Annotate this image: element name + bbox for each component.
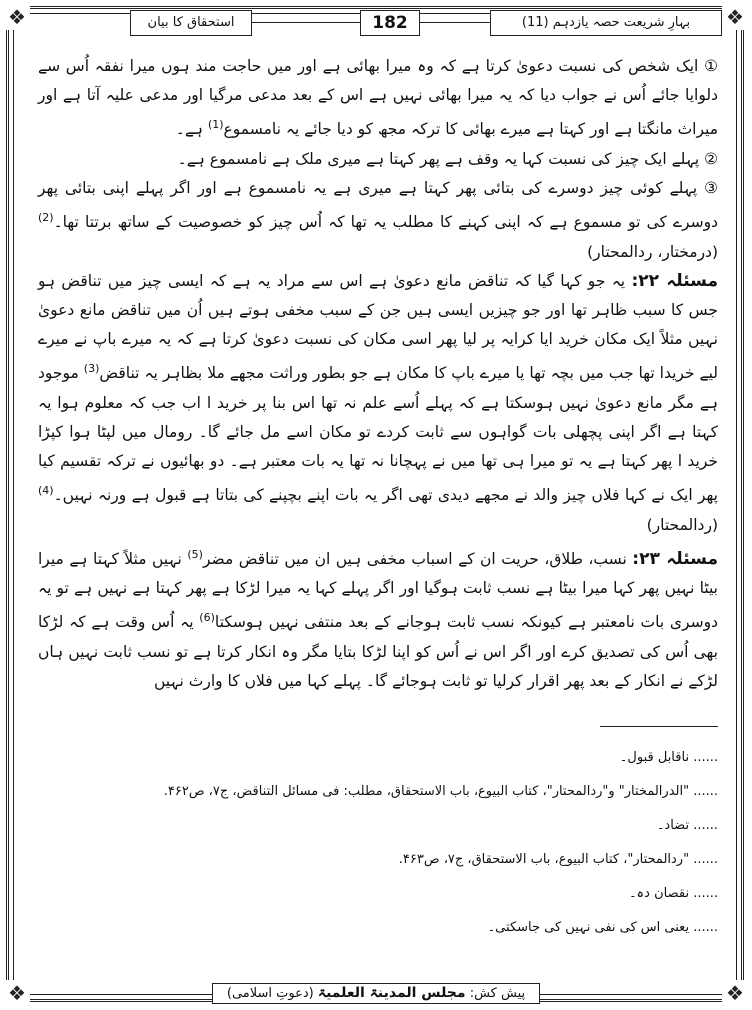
- footnote-text: ...... ناقابل قبول۔: [619, 750, 718, 765]
- footnote-ref: (3): [83, 362, 100, 376]
- footnote-ref: (4): [38, 484, 54, 498]
- main-text: [38, 52, 718, 696]
- page-footer: [0, 982, 752, 1002]
- source-citation: (ردالمحتار): [646, 515, 718, 534]
- page-number: 182: [360, 10, 420, 36]
- paragraph-tail: ہے۔: [175, 120, 208, 139]
- publisher-box: [212, 983, 540, 1004]
- masala-text: نہیں مثلاً کہتا ہے میرا بیٹا نہیں پھر کہا میرا بیٹا ہے نسب ثابت ہوگیا اور اگر پہلے کہا یہ میرا لڑکا ہے پھر کہتا ہے نہیں ہے تو یہ دوسری بات نامعتبر ہے کیونکہ نسب ثابت ہوجانے کے بعد منتفی نہیں ہوسکتا: [38, 550, 718, 632]
- masala-heading: مسئلہ ۲۲:: [631, 270, 718, 291]
- masala-text: موجود ہے مگر مانع دعویٰ نہیں ہوسکتا ہے کہ پہلے اُسے علم نہ تھا اس بنا پر خرید ا اب جب کہ معلوم ہوا یہ کہتا ہے اگر اپنی پچھلی بات گواہوں سے ثابت کردے تو مکان اسے مل جائے گا۔ رومال میں لپٹا ہوا کپڑا خرید ا پھر کہتا ہے یہ تو میرا ہی تھا میں نے پہچانا نہ تھا یہ بات معتبر ہے۔ دو بھائیوں نے ترکہ تقسیم کیا پھر ایک نے کہا فلاں چیز والد نے مجھے دیدی تھی اگر یہ بات اپنے بچپنے کی بتاتا ہے قبول ہے ورنہ نہیں۔: [38, 364, 718, 505]
- source-citation: (درمختار، ردالمحتار): [587, 242, 718, 261]
- paragraph: [38, 174, 718, 267]
- paragraph: [38, 145, 718, 174]
- masala-23: [38, 540, 718, 696]
- footnote: [60, 748, 718, 767]
- footnote-ref: (1): [207, 118, 224, 132]
- page-header: [30, 10, 722, 36]
- footnote-text: ...... "ردالمحتار"، کتاب البیوع، باب الاستحقاق، ج۷، ص۴۶۳.: [398, 852, 718, 867]
- footnote: [60, 816, 718, 835]
- chapter-title: استحقاق کا بیان: [130, 10, 252, 36]
- footnote: [60, 884, 718, 903]
- footnote-text: ...... نقصان دہ۔: [628, 886, 718, 901]
- masala-22: [38, 267, 718, 540]
- header-divider: [250, 22, 360, 23]
- masala-text: یہ جو کہا گیا کہ تناقض مانع دعویٰ ہے اس سے مراد یہ ہے کہ ایسی چیز میں تناقض ہو جس کا سبب ظاہر تھا اور جو چیزیں ایسی ہیں جن کے سبب مخفی ہوتے ہیں اُن میں تناقض مانع دعویٰ نہیں مثلاً ایک مکان خرید ایا کرایہ پر لیا پھر اسی مکان کی نسبت دعویٰ کرتا ہے کہ یہ میرے باپ نے میرے لیے خریدا تھا جب میں بچہ تھا یا میرے باپ کا مکان ہے جو بطور وراثت مجھے ملا بظاہر یہ تناقض: [38, 271, 718, 383]
- footnote: [60, 918, 718, 937]
- footnote-text: ...... یعنی اس کی نفی نہیں کی جاسکتی۔: [487, 920, 718, 935]
- footer-suffix: (دعوتِ اسلامی): [226, 986, 314, 1001]
- footnote-separator: [600, 726, 718, 727]
- publisher-name: مجلس المدینۃ العلمیۃ: [317, 985, 466, 1001]
- footnote-ref: (5): [187, 547, 203, 561]
- footnote: [60, 782, 718, 801]
- masala-text: یہ اُس وقت ہے کہ لڑکا بھی اُس کی تصدیق کرے اور اگر اس نے اُس کو اپنا لڑکا بتایا مگر وہ انکار کرتا ہے تو نسب ثابت نہیں ہاں لڑکے نے انکار کے بعد پھر اقرار کرلیا تو ثابت ہوجائے گا۔ پہلے کہا میں فلاں کا وارث نہیں: [38, 613, 718, 690]
- masala-text: نسب، طلاق، حریت ان کے اسباب مخفی ہیں ان میں تناقض مضر: [202, 550, 633, 569]
- paragraph-text: ② پہلے ایک چیز کی نسبت کہا یہ وقف ہے پھر کہتا ہے میری ملک ہے نامسموع ہے۔: [177, 149, 718, 168]
- footnote: [60, 850, 718, 869]
- corner-ornament-icon: ❖: [4, 980, 30, 1006]
- footnotes: [60, 748, 718, 952]
- footnote-ref: (2): [38, 211, 54, 225]
- paragraph-text: ① ایک شخص کی نسبت دعویٰ کرتا ہے کہ وہ میرا بھائی ہے اور میں حاجت مند ہوں میرا نفقہ اُس سے دلوایا جائے اُس نے جواب دیا کہ یہ میرا بھائی نہیں ہے اس کے بعد مدعی مرگیا اور مدعی علیہ آتا ہے اور میراث مانگتا ہے اور کہتا ہے میرے بھائی کا ترکہ مجھ کو دیا جائے یہ نامسموع: [38, 57, 718, 139]
- footnote-ref: (6): [199, 611, 215, 625]
- corner-ornament-icon: ❖: [4, 4, 30, 30]
- corner-ornament-icon: ❖: [722, 980, 748, 1006]
- footer-prefix: پیش کش:: [469, 986, 526, 1001]
- footnote-text: ...... تضاد۔: [656, 818, 718, 833]
- paragraph: [38, 52, 718, 145]
- book-title: بہارِ شریعت حصہ یازدہم (11): [490, 10, 722, 36]
- masala-heading: مسئلہ ۲۳:: [632, 549, 718, 570]
- paragraph-text: ③ پہلے کوئی چیز دوسرے کی بتائی پھر کہتا ہے میری ہے یہ نامسموع ہے اور اگر پہلے اپنی بتائی پھر دوسرے کی تو مسموع ہے کہ اپنی کہنے کا مطلب یہ تھا کہ اُس چیز کو خصوصیت کے ساتھ برتتا تھا۔: [38, 178, 718, 232]
- footnote-text: ...... "الدرالمختار" و"ردالمحتار"، کتاب البیوع، باب الاستحقاق، مطلب: فی مسائل التناقض، ج۷، ص۴۶۲.: [163, 784, 718, 799]
- corner-ornament-icon: ❖: [722, 4, 748, 30]
